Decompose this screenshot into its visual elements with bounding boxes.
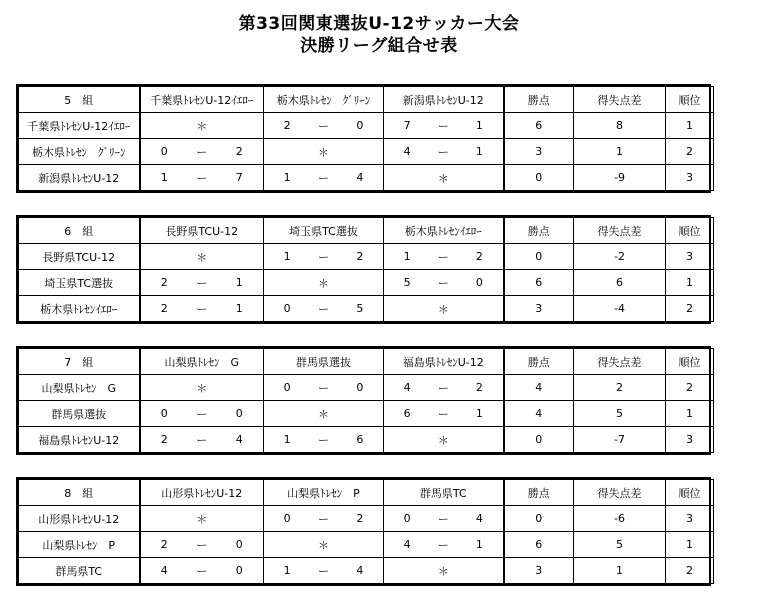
diff-value: -2 xyxy=(574,244,666,270)
header-team: 山梨県ﾄﾚｾﾝ P xyxy=(264,480,384,506)
match-score xyxy=(384,532,504,558)
score-value: 0 xyxy=(403,512,411,525)
row-team: 新潟県ﾄﾚｾﾝU-12 xyxy=(19,165,140,191)
self-match: ＊ xyxy=(140,375,264,401)
header-rank: 順位 xyxy=(666,218,714,244)
row-team: 山形県ﾄﾚｾﾝU-12 xyxy=(19,506,140,532)
group-table-7 xyxy=(16,346,711,455)
match-score xyxy=(264,296,384,322)
header-diff: 得失点差 xyxy=(574,480,666,506)
table-row xyxy=(19,532,714,558)
table-row xyxy=(19,244,714,270)
diff-value: 1 xyxy=(574,139,666,165)
score-value: 0 xyxy=(235,564,243,577)
header-diff: 得失点差 xyxy=(574,218,666,244)
score-value: 1 xyxy=(475,407,483,420)
group-name: 5 組 xyxy=(19,87,140,113)
table-row xyxy=(19,270,714,296)
header-team: 栃木県ﾄﾚｾﾝｲｴﾛｰ xyxy=(384,218,504,244)
score-value: 1 xyxy=(475,538,483,551)
score-dash: ー xyxy=(437,407,449,421)
header-team: 山形県ﾄﾚｾﾝU-12 xyxy=(140,480,264,506)
score-value: 2 xyxy=(475,250,483,263)
points-value: 4 xyxy=(504,401,574,427)
table-row xyxy=(19,139,714,165)
score-dash: ー xyxy=(317,564,329,578)
score-value: 0 xyxy=(160,145,168,158)
score-value: 2 xyxy=(160,302,168,315)
header-diff: 得失点差 xyxy=(574,349,666,375)
match-score xyxy=(384,270,504,296)
score-value: 4 xyxy=(160,564,168,577)
header-team: 福島県ﾄﾚｾﾝU-12 xyxy=(384,349,504,375)
header-rank: 順位 xyxy=(666,87,714,113)
group-name: 7 組 xyxy=(19,349,140,375)
score-value: 1 xyxy=(283,171,291,184)
score-dash: ー xyxy=(317,171,329,185)
group-table-8 xyxy=(16,477,711,586)
page-subtitle: 決勝リーグ組合せ表 xyxy=(300,36,458,56)
match-score xyxy=(264,244,384,270)
score-value: 2 xyxy=(235,145,243,158)
score-value: 1 xyxy=(283,250,291,263)
score-value: 1 xyxy=(283,433,291,446)
score-value: 2 xyxy=(160,538,168,551)
header-team: 長野県TCU-12 xyxy=(140,218,264,244)
diff-value: 6 xyxy=(574,270,666,296)
score-dash: ー xyxy=(437,381,449,395)
header-team: 栃木県ﾄﾚｾﾝ ｸﾞﾘｰﾝ xyxy=(264,87,384,113)
diff-value: -6 xyxy=(574,506,666,532)
points-value: 3 xyxy=(504,296,574,322)
points-value: 6 xyxy=(504,532,574,558)
rank-value: 3 xyxy=(666,506,714,532)
points-value: 6 xyxy=(504,270,574,296)
header-points: 勝点 xyxy=(504,218,574,244)
header-team: 群馬県TC xyxy=(384,480,504,506)
score-value: 4 xyxy=(475,512,483,525)
row-team: 山梨県ﾄﾚｾﾝ P xyxy=(19,532,140,558)
self-match: ＊ xyxy=(264,401,384,427)
match-score xyxy=(264,506,384,532)
header-points: 勝点 xyxy=(504,480,574,506)
score-value: 0 xyxy=(235,407,243,420)
points-value: 0 xyxy=(504,427,574,453)
score-value: 1 xyxy=(235,276,243,289)
row-team: 埼玉県TC選抜 xyxy=(19,270,140,296)
group-table-6 xyxy=(16,215,711,324)
score-value: 5 xyxy=(403,276,411,289)
table-row xyxy=(19,296,714,322)
score-dash: ー xyxy=(196,564,208,578)
row-team: 千葉県ﾄﾚｾﾝU-12ｲｴﾛｰ xyxy=(19,113,140,139)
diff-value: -7 xyxy=(574,427,666,453)
header-diff: 得失点差 xyxy=(574,87,666,113)
self-match: ＊ xyxy=(384,427,504,453)
rank-value: 1 xyxy=(666,532,714,558)
match-score xyxy=(384,375,504,401)
score-dash: ー xyxy=(196,302,208,316)
diff-value: 8 xyxy=(574,113,666,139)
row-team: 長野県TCU-12 xyxy=(19,244,140,270)
header-rank: 順位 xyxy=(666,480,714,506)
diff-value: 5 xyxy=(574,532,666,558)
row-team: 群馬県TC xyxy=(19,558,140,584)
self-match: ＊ xyxy=(264,532,384,558)
rank-value: 2 xyxy=(666,296,714,322)
diff-value: 5 xyxy=(574,401,666,427)
self-match: ＊ xyxy=(384,296,504,322)
rank-value: 2 xyxy=(666,139,714,165)
header-points: 勝点 xyxy=(504,87,574,113)
table-row xyxy=(19,558,714,584)
rank-value: 1 xyxy=(666,270,714,296)
score-value: 0 xyxy=(235,538,243,551)
score-value: 4 xyxy=(356,564,364,577)
self-match: ＊ xyxy=(264,270,384,296)
score-value: 4 xyxy=(403,538,411,551)
rank-value: 2 xyxy=(666,558,714,584)
match-score xyxy=(264,427,384,453)
score-value: 6 xyxy=(356,433,364,446)
self-match: ＊ xyxy=(384,558,504,584)
header-rank: 順位 xyxy=(666,349,714,375)
score-dash: ー xyxy=(317,433,329,447)
match-score xyxy=(140,401,264,427)
row-team: 栃木県ﾄﾚｾﾝ ｸﾞﾘｰﾝ xyxy=(19,139,140,165)
self-match: ＊ xyxy=(264,139,384,165)
row-team: 栃木県ﾄﾚｾﾝｲｴﾛｰ xyxy=(19,296,140,322)
score-value: 1 xyxy=(475,119,483,132)
score-value: 1 xyxy=(235,302,243,315)
rank-value: 2 xyxy=(666,375,714,401)
score-value: 1 xyxy=(160,171,168,184)
score-dash: ー xyxy=(317,512,329,526)
score-dash: ー xyxy=(317,302,329,316)
row-team: 福島県ﾄﾚｾﾝU-12 xyxy=(19,427,140,453)
rank-value: 3 xyxy=(666,427,714,453)
score-value: 7 xyxy=(235,171,243,184)
score-dash: ー xyxy=(196,433,208,447)
row-team: 群馬県選抜 xyxy=(19,401,140,427)
table-row xyxy=(19,427,714,453)
score-value: 2 xyxy=(160,433,168,446)
score-value: 2 xyxy=(160,276,168,289)
table-row xyxy=(19,506,714,532)
score-value: 0 xyxy=(283,302,291,315)
score-dash: ー xyxy=(317,250,329,264)
score-value: 6 xyxy=(403,407,411,420)
match-score xyxy=(140,427,264,453)
self-match: ＊ xyxy=(384,165,504,191)
score-dash: ー xyxy=(437,538,449,552)
score-dash: ー xyxy=(196,171,208,185)
match-score xyxy=(264,113,384,139)
header-team: 埼玉県TC選抜 xyxy=(264,218,384,244)
score-value: 0 xyxy=(160,407,168,420)
match-score xyxy=(140,296,264,322)
match-score xyxy=(384,113,504,139)
score-value: 4 xyxy=(403,381,411,394)
self-match: ＊ xyxy=(140,506,264,532)
match-score xyxy=(140,139,264,165)
score-dash: ー xyxy=(317,381,329,395)
group-name: 8 組 xyxy=(19,480,140,506)
score-dash: ー xyxy=(437,119,449,133)
match-score xyxy=(264,165,384,191)
score-value: 2 xyxy=(283,119,291,132)
header-team: 千葉県ﾄﾚｾﾝU-12ｲｴﾛｰ xyxy=(140,87,264,113)
points-value: 0 xyxy=(504,244,574,270)
score-dash: ー xyxy=(196,145,208,159)
match-score xyxy=(384,244,504,270)
points-value: 3 xyxy=(504,139,574,165)
score-dash: ー xyxy=(437,145,449,159)
score-value: 0 xyxy=(356,119,364,132)
match-score xyxy=(140,165,264,191)
points-value: 4 xyxy=(504,375,574,401)
self-match: ＊ xyxy=(140,244,264,270)
diff-value: 1 xyxy=(574,558,666,584)
diff-value: 2 xyxy=(574,375,666,401)
score-value: 4 xyxy=(235,433,243,446)
score-dash: ー xyxy=(437,512,449,526)
match-score xyxy=(384,506,504,532)
table-row xyxy=(19,113,714,139)
self-match: ＊ xyxy=(140,113,264,139)
match-score xyxy=(384,139,504,165)
score-value: 1 xyxy=(475,145,483,158)
score-dash: ー xyxy=(196,538,208,552)
header-points: 勝点 xyxy=(504,349,574,375)
match-score xyxy=(264,375,384,401)
score-value: 5 xyxy=(356,302,364,315)
page-title: 第33回関東選抜U-12サッカー大会 xyxy=(238,14,520,34)
score-value: 0 xyxy=(283,381,291,394)
table-row xyxy=(19,375,714,401)
group-table-5 xyxy=(16,84,711,193)
rank-value: 1 xyxy=(666,113,714,139)
match-score xyxy=(140,270,264,296)
group-name: 6 組 xyxy=(19,218,140,244)
score-value: 1 xyxy=(283,564,291,577)
score-value: 2 xyxy=(356,250,364,263)
score-dash: ー xyxy=(196,276,208,290)
score-dash: ー xyxy=(437,276,449,290)
table-row xyxy=(19,401,714,427)
rank-value: 3 xyxy=(666,165,714,191)
row-team: 山梨県ﾄﾚｾﾝ G xyxy=(19,375,140,401)
score-value: 0 xyxy=(283,512,291,525)
score-value: 4 xyxy=(356,171,364,184)
header-team: 山梨県ﾄﾚｾﾝ G xyxy=(140,349,264,375)
rank-value: 3 xyxy=(666,244,714,270)
match-score xyxy=(384,401,504,427)
score-dash: ー xyxy=(317,119,329,133)
score-dash: ー xyxy=(437,250,449,264)
points-value: 0 xyxy=(504,165,574,191)
diff-value: -4 xyxy=(574,296,666,322)
score-value: 2 xyxy=(475,381,483,394)
score-value: 0 xyxy=(475,276,483,289)
score-dash: ー xyxy=(196,407,208,421)
score-value: 2 xyxy=(356,512,364,525)
points-value: 6 xyxy=(504,113,574,139)
rank-value: 1 xyxy=(666,401,714,427)
points-value: 3 xyxy=(504,558,574,584)
score-value: 7 xyxy=(403,119,411,132)
header-team: 新潟県ﾄﾚｾﾝU-12 xyxy=(384,87,504,113)
diff-value: -9 xyxy=(574,165,666,191)
score-value: 0 xyxy=(356,381,364,394)
table-row xyxy=(19,165,714,191)
match-score xyxy=(264,558,384,584)
header-team: 群馬県選抜 xyxy=(264,349,384,375)
match-score xyxy=(140,558,264,584)
score-value: 4 xyxy=(403,145,411,158)
match-score xyxy=(140,532,264,558)
points-value: 0 xyxy=(504,506,574,532)
score-value: 1 xyxy=(403,250,411,263)
